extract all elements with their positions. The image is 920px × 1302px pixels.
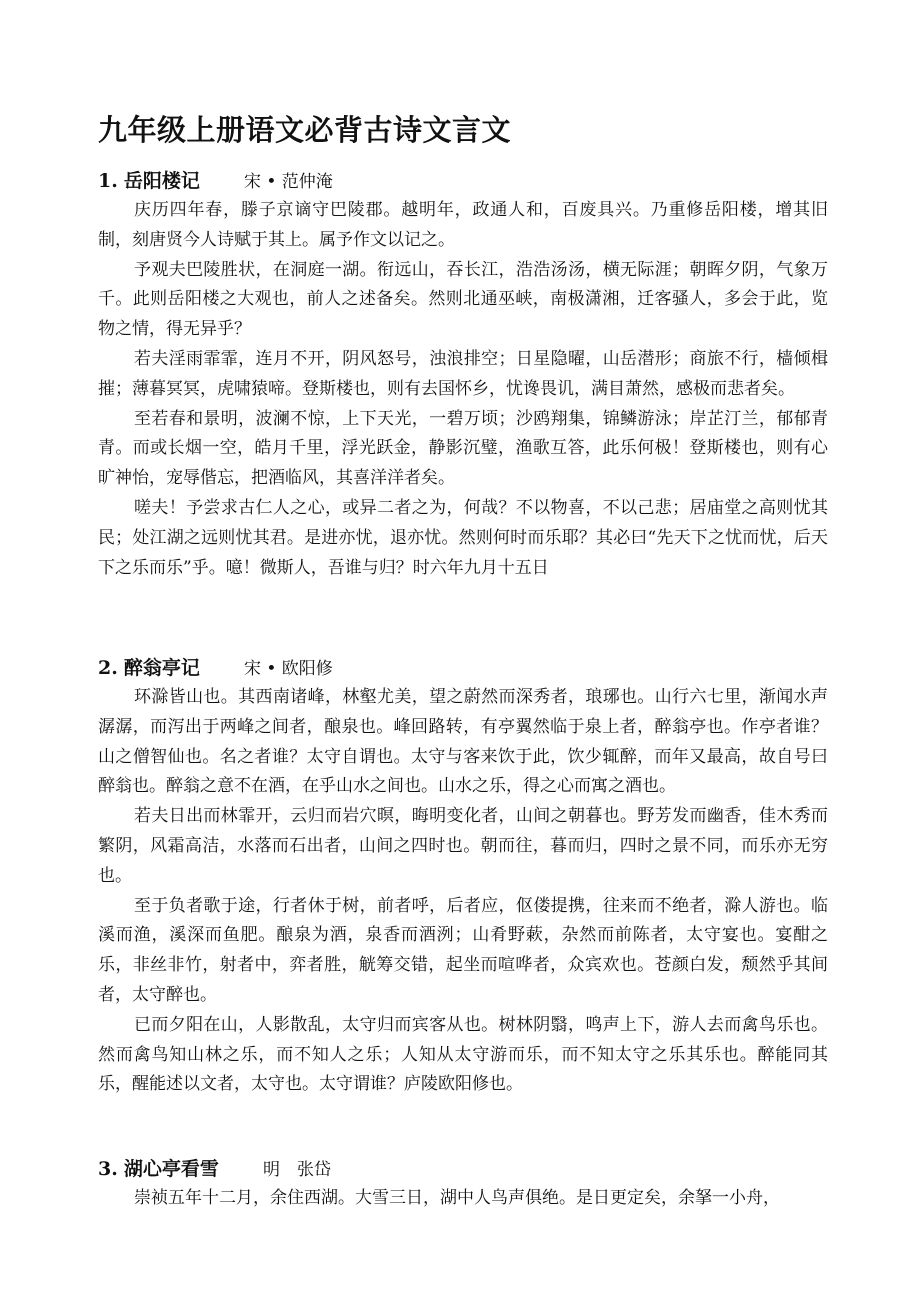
section-title: 醉翁亭记 — [123, 657, 200, 679]
paragraph: 若夫淫雨霏霏，连月不开，阴风怒号，浊浪排空；日星隐曜，山岳潜形；商旅不行，樯倾楫摧；薄暮冥冥，虎啸猿啼。登斯楼也，则有去国怀乡，忧谗畏讥，满目萧然，感极而悲者矣。 — [98, 348, 828, 399]
document-title: 九年级上册语文必背古诗文言文 — [98, 113, 512, 147]
paragraph: 已而夕阳在山，人影散乱，太守归而宾客从也。树林阴翳，鸣声上下，游人去而禽鸟乐也。然而禽鸟知山林之乐，而不知人之乐；人知从太守游而乐，而不知太守之乐其乐也。醉能同其乐，醒能述以文者，太守也。太守谓谁？庐陵欧阳修也。 — [98, 1014, 828, 1095]
paragraph: 崇祯五年十二月，余住西湖。大雪三日，湖中人鸟声俱绝。是日更定矣，余拏一小舟， — [134, 1188, 780, 1208]
section-zuiwengting — [98, 653, 828, 1100]
paragraph: 若夫日出而林霏开，云归而岩穴暝，晦明变化者，山间之朝暮也。野芳发而幽香，佳木秀而繁阴，风霜高洁，水落而石出者，山间之四时也。朝而往，暮而归，四时之景不同，而乐亦无穷也。 — [98, 806, 828, 886]
section-heading — [98, 1154, 828, 1184]
section-yueyanglou — [98, 166, 828, 583]
section-title: 湖心亭看雪 — [123, 1158, 219, 1180]
section-huxintingkanxue — [98, 1154, 828, 1214]
paragraph: 嗟夫！予尝求古仁人之心，或异二者之为，何哉？不以物喜，不以己悲；居庙堂之高则忧其民；处江湖之远则忧其君。是进亦忧，退亦忧。然则何时而乐耶？其必曰“先天下之忧而忧，后天下之乐而乐”乎。噫！微斯人，吾谁与归？时六年九月十五日 — [98, 497, 828, 578]
section-number: 3. — [98, 1158, 118, 1180]
section-author: 明 张岱 — [262, 1160, 331, 1180]
section-author: 宋 • 欧阳修 — [243, 659, 333, 679]
section-heading — [98, 653, 828, 683]
section-author: 宋 • 范仲淹 — [243, 172, 333, 192]
paragraph: 至于负者歌于途，行者休于树，前者呼，后者应，伛偻提携，往来而不绝者，滁人游也。临溪而渔，溪深而鱼肥。酿泉为酒，泉香而酒洌；山肴野蔌，杂然而前陈者，太守宴也。宴酣之乐，非丝非竹，射者中，弈者胜，觥筹交错，起坐而喧哗者，众宾欢也。苍颜白发，颓然乎其间者，太守醉也。 — [98, 895, 828, 1005]
section-number: 1. — [98, 170, 118, 192]
paragraph: 予观夫巴陵胜状，在洞庭一湖。衔远山，吞长江，浩浩汤汤，横无际涯；朝晖夕阴，气象万千。此则岳阳楼之大观也，前人之述备矣。然则北通巫峡，南极潇湘，迁客骚人，多会于此，览物之情，得无异乎？ — [98, 259, 828, 340]
paragraph: 庆历四年春，滕子京谪守巴陵郡。越明年，政通人和，百废具兴。乃重修岳阳楼，增其旧制，刻唐贤今人诗赋于其上。属予作文以记之。 — [98, 200, 828, 250]
section-title: 岳阳楼记 — [123, 170, 200, 192]
paragraph: 环滁皆山也。其西南诸峰，林壑尤美，望之蔚然而深秀者，琅琊也。山行六七里，渐闻水声潺潺，而泻出于两峰之间者，酿泉也。峰回路转，有亭翼然临于泉上者，醉翁亭也。作亭者谁？山之僧智仙也。名之者谁？太守自谓也。太守与客来饮于此，饮少辄醉，而年又最高，故自号曰醉翁也。醉翁之意不在酒，在乎山水之间也。山水之乐，得之心而寓之酒也。 — [98, 687, 828, 797]
section-heading — [98, 166, 828, 196]
section-number: 2. — [98, 657, 118, 679]
paragraph: 至若春和景明，波澜不惊，上下天光，一碧万顷；沙鸥翔集，锦鳞游泳；岸芷汀兰，郁郁青青。而或长烟一空，皓月千里，浮光跃金，静影沉璧，渔歌互答，此乐何极！登斯楼也，则有心旷神怡，宠辱偕忘，把酒临风，其喜洋洋者矣。 — [98, 408, 828, 489]
